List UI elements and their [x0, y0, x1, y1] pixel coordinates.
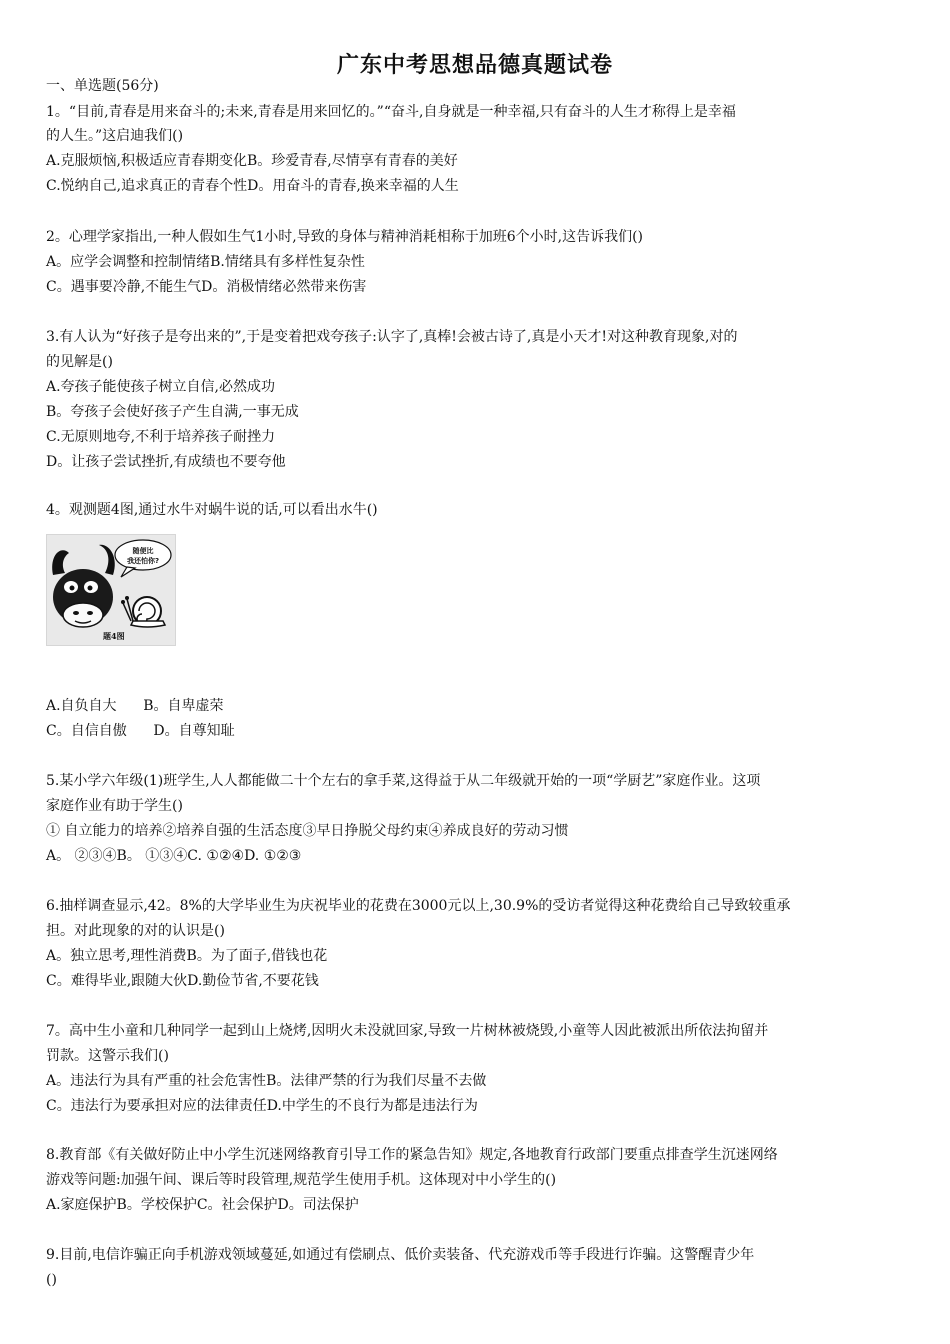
- question-1-option: C.悦纳自己,追求真正的青春个性D。用奋斗的青春,换来幸福的人生: [46, 178, 459, 194]
- question-5-statements: ① 自立能力的培养②培养自强的生活态度③早日挣脱父母约束④养成良好的劳动习惯: [46, 823, 569, 839]
- question-5-options: A。 ②③④B。 ①③④C. ①②④D. ①②③: [46, 848, 302, 864]
- question-3-option: C.无原则地夸,不利于培养孩子耐挫力: [46, 429, 276, 445]
- question-4: [46, 499, 906, 521]
- question-6-line: 6.抽样调查显示,42。8%的大学毕业生为庆祝毕业的花费在3000元以上,30.9%的受访者觉得这种花费给自己导致较重承: [46, 898, 791, 914]
- figure-caption: 题4图: [103, 631, 125, 641]
- question-7-option: C。违法行为要承担对应的法律责任D.中学生的不良行为都是违法行为: [46, 1098, 478, 1114]
- question-8-line: 游戏等问题:加强午间、课后等时段管理,规范学生使用手机。这体现对中小学生的(): [46, 1172, 557, 1188]
- question-5-line: 家庭作业有助于学生(): [46, 798, 183, 814]
- speech-bubble-line: 我还怕你?: [126, 557, 160, 565]
- question-6: [46, 894, 906, 994]
- question-3-option: D。让孩子尝试挫折,有成绩也不要夸他: [46, 454, 286, 470]
- question-9-line: 9.目前,电信诈骗正向手机游戏领域蔓延,如通过有偿刷点、低价卖装备、代充游戏币等手段进行诈骗。这警醒青少年: [46, 1247, 755, 1263]
- question-2: [46, 225, 906, 300]
- question-4-line: 4。观测题4图,通过水牛对蜗牛说的话,可以看出水牛(): [46, 502, 378, 518]
- speech-bubble-line: 随便比: [132, 547, 154, 555]
- question-7-line: 7。高中生小童和几种同学一起到山上烧烤,因明火未没就回家,导致一片树林被烧毁,小童等人因此被派出所依法拘留并: [46, 1023, 769, 1039]
- page-title: 广东中考思想品德真题试卷: [336, 53, 613, 78]
- question-4-figure: [46, 534, 176, 646]
- buffalo-snail-illustration: [47, 535, 175, 645]
- question-3-line: 3.有人认为“好孩子是夸出来的”,于是变着把戏夸孩子:认字了,真棒!会被古诗了,真是小天才!对这种教育现象,对的: [46, 329, 738, 345]
- question-9: [46, 1243, 906, 1293]
- question-7-line: 罚款。这警示我们(): [46, 1048, 169, 1064]
- question-5-line: 5.某小学六年级(1)班学生,人人都能做二十个左右的拿手菜,这得益于从二年级就开始的一项“学厨艺”家庭作业。这项: [46, 773, 761, 789]
- question-2-option: C。遇事要冷静,不能生气D。消极情绪必然带来伤害: [46, 279, 367, 295]
- question-1: [46, 100, 906, 198]
- question-7: [46, 1019, 906, 1119]
- question-8-options: A.家庭保护B。学校保护C。社会保护D。司法保护: [46, 1197, 359, 1213]
- question-6-line: 担。对此现象的对的认识是(): [46, 923, 225, 939]
- question-1-line: 1。“目前,青春是用来奋斗的;未来,青春是用来回忆的。”“奋斗,自身就是一种幸福,只有奋斗的人生才称得上是幸福: [46, 104, 736, 120]
- question-6-option: A。独立思考,理性消费B。为了面子,借钱也花: [46, 948, 328, 964]
- question-5: [46, 769, 906, 869]
- question-1-line: 的人生。”这启迪我们(): [46, 128, 184, 144]
- question-1-option: A.克服烦恼,积极适应青春期变化B。珍爱青春,尽情享有青春的美好: [46, 153, 458, 169]
- question-3-line: 的见解是(): [46, 354, 113, 370]
- question-6-option: C。难得毕业,跟随大伙D.勤俭节省,不要花钱: [46, 973, 319, 989]
- question-4-option: A.自负自大 B。自卑虚荣: [46, 698, 224, 714]
- question-2-line: 2。心理学家指出,一种人假如生气1小时,导致的身体与精神消耗相称于加班6个小时,这告诉我们(): [46, 229, 643, 245]
- question-9-line: (): [46, 1272, 57, 1288]
- question-2-option: A。应学会调整和控制情绪B.情绪具有多样性复杂性: [46, 254, 365, 270]
- question-3-option: B。夸孩子会使好孩子产生自满,一事无成: [46, 404, 299, 420]
- question-7-option: A。违法行为具有严重的社会危害性B。法律严禁的行为我们尽量不去做: [46, 1073, 487, 1089]
- section-heading: 一、单选题(56分): [46, 78, 159, 94]
- question-4-options: [46, 694, 906, 744]
- question-3: [46, 325, 906, 475]
- question-8-line: 8.教育部《有关做好防止中小学生沉迷网络教育引导工作的紧急告知》规定,各地教育行政部门要重点排查学生沉迷网络: [46, 1147, 778, 1163]
- question-4-option: C。自信自傲 D。自尊知耻: [46, 723, 235, 739]
- question-8: [46, 1143, 906, 1218]
- question-3-option: A.夸孩子能使孩子树立自信,必然成功: [46, 379, 276, 395]
